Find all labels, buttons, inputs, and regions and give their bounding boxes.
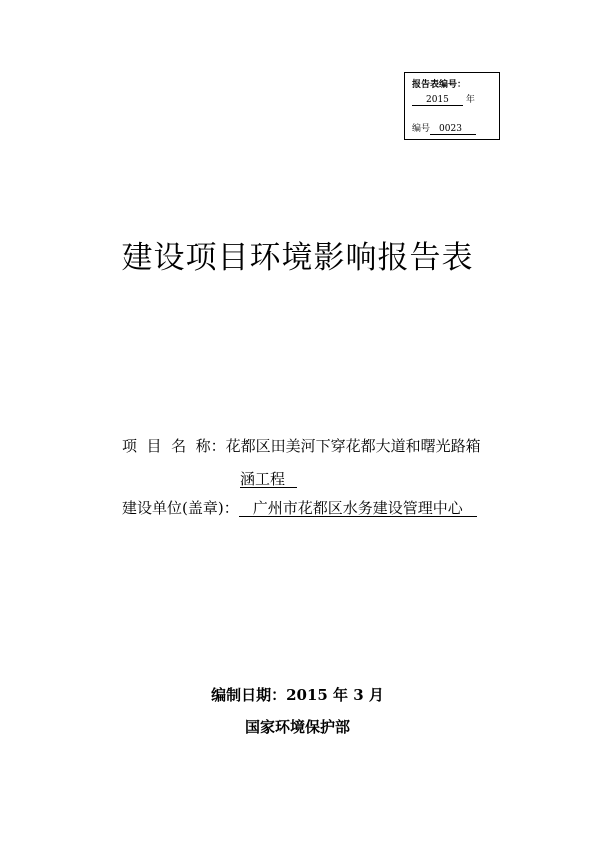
report-id-label: 编号 <box>412 124 431 134</box>
issuing-agency: 国家环境保护部 <box>244 718 350 736</box>
compile-date-label: 编制日期： <box>211 686 287 704</box>
report-year-value: 2015 <box>412 96 463 106</box>
project-name-line2: 涵工程 <box>240 472 297 488</box>
report-id-row <box>412 125 476 135</box>
report-year-row <box>412 96 475 106</box>
project-name-continuation <box>240 472 297 488</box>
builder-label: 建设单位(盖章)： <box>122 499 239 517</box>
report-year-unit: 年 <box>465 95 475 105</box>
compile-date-row <box>0 688 595 703</box>
project-name-label: 项 目 名 称： <box>122 437 226 455</box>
report-id-value: 0023 <box>430 125 476 135</box>
builder-row <box>122 501 477 517</box>
document-title: 建设项目环境影响报告表 <box>121 240 474 276</box>
project-name-line1: 花都区田美河下穿花都大道和曙光路箱 <box>225 437 481 455</box>
project-name-row <box>122 439 481 454</box>
report-number-box <box>404 72 500 140</box>
compile-date-value: 2015 年 3 月 <box>286 686 384 704</box>
report-number-label: 报告表编号： <box>412 80 467 90</box>
builder-value: 广州市花都区水务建设管理中心 <box>239 501 477 517</box>
